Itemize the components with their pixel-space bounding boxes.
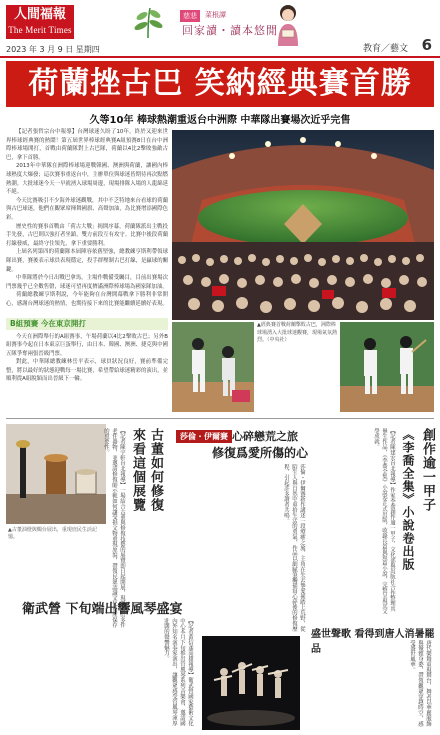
story-headline: 盛世聲歌 看得到唐人消暑罷品 bbox=[311, 629, 435, 655]
lead-paragraph: 中華隊將於今日出戰巴拿馬，主場作戰備受矚目，目前出賽場次門票幾乎已全數售罄，球迷可望再度擠滿洲際棒球場為國家隊加油。 bbox=[6, 275, 168, 290]
story-body: 莎倫・伊爾賽新作講述一段療癒之旅，主角在失去摯愛後踏上荒野，從陌生人與自然中重拾生活的勇氣，作品以細膩筆觸描寫心碎後的修復歷程，引起許多讀者共鳴。 bbox=[283, 464, 305, 632]
lead-section-heading: B組預賽 今在東京開打 bbox=[6, 318, 168, 330]
main-headline: 荷蘭挫古巴 笑納經典賽首勝 bbox=[6, 61, 434, 107]
story-headline: 修復爲愛所傷的心 bbox=[212, 446, 309, 460]
lead-article-continued bbox=[6, 333, 168, 415]
column-subtag: 菜根譚 bbox=[205, 11, 226, 19]
story-body: 【記者黃信彥高雄報導】衛武營國家藝術文化中心本月下旬推出管風琴系列音樂會，邀請國內外知名演奏家演出，讓觀眾感受管風琴渾厚壯闊的聲響魅力。 bbox=[163, 618, 193, 726]
baseball-player-photo bbox=[340, 322, 434, 412]
column-tag: 慈悲 bbox=[180, 10, 200, 22]
story-headline: 《李喬全集》小說卷出版 bbox=[401, 428, 415, 571]
stadium-photo bbox=[172, 130, 434, 320]
newspaper-logo bbox=[6, 5, 74, 39]
dance-stage-photo bbox=[202, 636, 300, 730]
author-tag: 莎倫・伊爾賽 bbox=[176, 430, 232, 443]
lead-paragraph: 上屆名列第四的荷蘭隊本屆陣容依舊堅強，總教練亨斯利帶領球隊出賽，賽後表示球員表現穩定，投手群壓制古巴打線，是贏球的關鍵。 bbox=[6, 249, 168, 273]
section-divider bbox=[6, 418, 434, 419]
antique-lamp-photo bbox=[6, 424, 106, 524]
page-number: 6 bbox=[421, 36, 432, 54]
reading-girl-illustration-icon bbox=[270, 2, 306, 46]
photo-caption: ▲古董油燈與燭台展出，重現庶民生活記憶。 bbox=[8, 527, 97, 540]
section-name: 教育／藝文 bbox=[362, 44, 408, 54]
lead-paragraph: 2013年中華隊在洲際棒球場迎戰韓國、澳洲與荷蘭，讓國內棒球熱度大爆發；這次賽事重返台中，主辦單位與球迷皆期待再次點燃熱潮。大批球迷今天一早就湧入球場周邊，現場排隊入場的人龍綿延不絕。 bbox=[6, 163, 168, 196]
lead-paragraph: 【記者張哲宗台中報導】台灣球迷久盼了10年，終於又迎來世界棒球經典賽的熱鬧！第五屆世界棒球經典賽A組預賽8日在台中洲際棒球場開打，首戰由荷蘭隊對上古巴隊，荷蘭以4比2擊敗強敵古巴，拿下首勝。 bbox=[6, 129, 168, 161]
story-body: 唐代樂舞重現舞台，舞者以華麗服飾與優雅身姿，帶領觀眾穿越時空，感受盛世風華。 bbox=[409, 640, 431, 727]
story-body: 【記者陳宇軒台北報導】一場結合古董與修復技藝的展覽即日起開展，現場展出多件老件器物，並邀請修復師示範如何讓受損文物重現原貌，帶領民眾認識文化資產保存的重要性。 bbox=[103, 428, 125, 628]
lead-paragraph: 歷史性的賽事首戰由「荷古大戰」揭開序幕，荷蘭隊派出主戰投手先發，古巴則以強打者坐鎮，雙方前段互有攻守。比賽中後段荷蘭打線發威，最終守住領先，拿下重要勝利。 bbox=[6, 223, 168, 247]
story-headline: 來看這個展覽 bbox=[130, 428, 145, 512]
photo-caption: ▲經典賽首戰荷蘭擊敗古巴，洲際棒球場湧入大批球迷觀賽，現場氣氛熱烈。（中央社） bbox=[257, 322, 338, 343]
promo-slogan: 回家讀・讀本悠閒 bbox=[182, 24, 278, 37]
lead-paragraph: 荷蘭總教練亨斯利說，今年能夠在台灣開幕戰拿下勝利非常開心，感謝台灣球迷的熱情，也期待接下來的比賽能繼續延續好表現。 bbox=[6, 292, 168, 307]
baseball-action-photo bbox=[172, 322, 254, 412]
plant-illustration-icon bbox=[128, 4, 168, 40]
main-subheadline: 久等10年 棒球熱潮重返台中洲際 中華隊出賽場次近乎完售 bbox=[89, 115, 351, 126]
lead-article-body bbox=[6, 128, 168, 316]
story-body: 【記者陳建宏台北報導】作家李喬創作逾一甲子，文化部與出版社合作整理其畢生作品，《李喬全集》小說卷正式出版，收錄長篇與短篇小說，完整呈現其文學成就。 bbox=[373, 428, 395, 615]
masthead bbox=[0, 0, 440, 62]
lead-paragraph: 今天在洲際舉行的A組賽事，午場荷蘭以4比2擊敗古巴；另外B組賽事今起在日本東京巨蛋舉行，由日本、韓國、澳洲、捷克與中國五隊爭奪兩張晉級門票。 bbox=[6, 334, 168, 357]
story-headline: 衛武營 下旬端出響風琴盛宴 bbox=[22, 602, 183, 617]
story-headline: 心碎戀荒之旅 bbox=[232, 430, 298, 443]
logo-title-en: The Merit Times bbox=[8, 25, 72, 35]
logo-title-cn: 人間福報 bbox=[13, 7, 66, 22]
issue-date: 2023 年 3 月 9 日 星期四 bbox=[6, 45, 100, 54]
lead-paragraph: 今天比賽吸引不少海外球迷觀戰，其中不乏特地來台看球的荷蘭與古巴球迷，他們在觀眾席揮舞國旗、高聲加油，為比賽增添國際色彩。 bbox=[6, 197, 168, 221]
story-headline: 古董如何修復 bbox=[148, 428, 163, 512]
lead-paragraph: 對此，中華隊總教練林岳平表示，球員狀況良好，賽前準備完整，將以最好的狀態迎戰每一場比賽，希望帶給球迷精彩的演出，並順利從A組脫穎而出晉級下一輪。 bbox=[6, 359, 168, 383]
header-rule bbox=[0, 56, 440, 58]
story-headline: 創作逾一甲子 bbox=[420, 428, 435, 512]
